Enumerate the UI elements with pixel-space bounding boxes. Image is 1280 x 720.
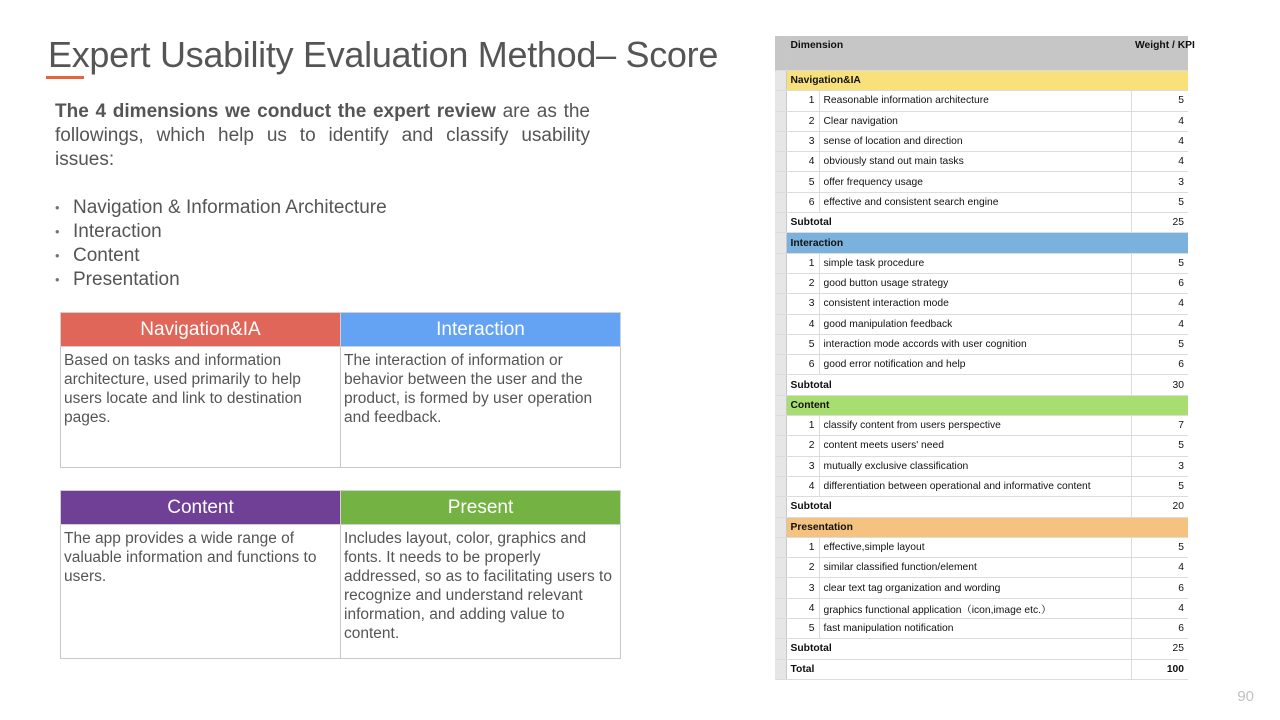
criterion-text: simple task procedure xyxy=(819,253,1131,273)
criterion-row xyxy=(775,131,1188,151)
criterion-row xyxy=(775,578,1188,598)
row-gutter xyxy=(775,598,786,618)
criterion-number: 4 xyxy=(786,598,819,618)
row-gutter xyxy=(775,619,786,639)
row-gutter xyxy=(775,273,786,293)
criterion-row xyxy=(775,598,1188,618)
criterion-text: mutually exclusive classification xyxy=(819,456,1131,476)
criterion-number: 2 xyxy=(786,111,819,131)
criterion-row xyxy=(775,91,1188,111)
criterion-number: 5 xyxy=(786,619,819,639)
subtotal-label: Subtotal xyxy=(786,213,1131,233)
criterion-weight: 6 xyxy=(1131,273,1188,293)
card-desc-content: The app provides a wide range of valuable information and functions to users. xyxy=(61,525,341,659)
row-gutter xyxy=(775,334,786,354)
dimension-bullet-list xyxy=(55,196,387,292)
score-table-panel xyxy=(775,36,1195,684)
card-header-content: Content xyxy=(61,491,341,525)
criterion-row xyxy=(775,314,1188,334)
criterion-row xyxy=(775,152,1188,172)
criterion-weight: 5 xyxy=(1131,91,1188,111)
criterion-text: similar classified function/element xyxy=(819,558,1131,578)
row-gutter xyxy=(775,416,786,436)
criterion-number: 1 xyxy=(786,253,819,273)
section-row xyxy=(775,395,1188,415)
title-underline xyxy=(46,76,84,79)
criterion-weight: 4 xyxy=(1131,152,1188,172)
row-gutter xyxy=(775,476,786,496)
row-gutter xyxy=(775,111,786,131)
total-label: Total xyxy=(786,659,1131,679)
row-gutter xyxy=(775,456,786,476)
row-gutter xyxy=(775,639,786,659)
criterion-row xyxy=(775,558,1188,578)
row-gutter xyxy=(775,375,786,395)
criterion-weight: 4 xyxy=(1131,598,1188,618)
row-gutter xyxy=(775,537,786,557)
score-table-body xyxy=(775,36,1195,679)
row-gutter xyxy=(775,213,786,233)
criterion-row xyxy=(775,456,1188,476)
row-gutter xyxy=(775,152,786,172)
section-row xyxy=(775,71,1188,91)
row-gutter xyxy=(775,497,786,517)
bullet-item: • Navigation & Information Architecture xyxy=(55,196,387,220)
criterion-number: 6 xyxy=(786,192,819,212)
subtotal-label: Subtotal xyxy=(786,639,1131,659)
section-title: Presentation xyxy=(786,517,1188,537)
criterion-number: 2 xyxy=(786,558,819,578)
row-gutter xyxy=(775,355,786,375)
criterion-text: differentiation between operational and informative content xyxy=(819,476,1131,496)
row-gutter xyxy=(775,131,786,151)
criterion-row xyxy=(775,436,1188,456)
slide-title: Expert Usability Evaluation Method– Score xyxy=(48,34,719,75)
header-dimension: Dimension xyxy=(786,36,1131,71)
criterion-weight: 4 xyxy=(1131,558,1188,578)
subtotal-row xyxy=(775,375,1188,395)
score-header-row xyxy=(775,36,1188,71)
subtotal-label: Subtotal xyxy=(786,375,1131,395)
row-gutter xyxy=(775,71,786,91)
criterion-weight: 4 xyxy=(1131,294,1188,314)
subtotal-value: 25 xyxy=(1131,639,1188,659)
dimension-cards-top xyxy=(60,312,621,468)
criterion-row xyxy=(775,294,1188,314)
card-desc-present: Includes layout, color, graphics and fonts. It needs to be properly addressed, so as to facilitating users to recognize and understand relevant information, and adding value to content. xyxy=(341,525,621,659)
row-gutter xyxy=(775,578,786,598)
criterion-text: effective and consistent search engine xyxy=(819,192,1131,212)
criterion-number: 5 xyxy=(786,334,819,354)
criterion-weight: 5 xyxy=(1131,334,1188,354)
subtotal-row xyxy=(775,497,1188,517)
row-gutter xyxy=(775,659,786,679)
criterion-text: effective,simple layout xyxy=(819,537,1131,557)
row-gutter xyxy=(775,253,786,273)
subtotal-value: 25 xyxy=(1131,213,1188,233)
criterion-text: good manipulation feedback xyxy=(819,314,1131,334)
criterion-text: offer frequency usage xyxy=(819,172,1131,192)
criterion-text: sense of location and direction xyxy=(819,131,1131,151)
criterion-text: Clear navigation xyxy=(819,111,1131,131)
criterion-number: 3 xyxy=(786,456,819,476)
intro-paragraph xyxy=(55,100,590,172)
criterion-number: 5 xyxy=(786,172,819,192)
criterion-number: 3 xyxy=(786,131,819,151)
row-gutter xyxy=(775,395,786,415)
bullet-item: • Content xyxy=(55,244,387,268)
subtotal-row xyxy=(775,213,1188,233)
criterion-weight: 5 xyxy=(1131,436,1188,456)
criterion-row xyxy=(775,416,1188,436)
criterion-number: 1 xyxy=(786,416,819,436)
criterion-row xyxy=(775,334,1188,354)
total-row xyxy=(775,659,1188,679)
criterion-weight: 4 xyxy=(1131,111,1188,131)
card-header-navigation: Navigation&IA xyxy=(61,313,341,347)
section-title: Navigation&IA xyxy=(786,71,1188,91)
criterion-weight: 3 xyxy=(1131,172,1188,192)
criterion-number: 2 xyxy=(786,273,819,293)
criterion-number: 4 xyxy=(786,476,819,496)
total-value: 100 xyxy=(1131,659,1188,679)
bullet-item: • Presentation xyxy=(55,268,387,292)
criterion-weight: 6 xyxy=(1131,355,1188,375)
row-gutter xyxy=(775,36,786,71)
card-desc-navigation: Based on tasks and information architecture, used primarily to help users locate and link to destination pages. xyxy=(61,347,341,468)
row-gutter xyxy=(775,436,786,456)
dimension-cards-bottom xyxy=(60,490,621,659)
row-gutter xyxy=(775,558,786,578)
row-gutter xyxy=(775,294,786,314)
row-gutter xyxy=(775,517,786,537)
criterion-weight: 3 xyxy=(1131,456,1188,476)
criterion-row xyxy=(775,537,1188,557)
criterion-text: graphics functional application（icon,image etc.） xyxy=(819,598,1131,618)
criterion-number: 4 xyxy=(786,314,819,334)
criterion-text: interaction mode accords with user cognition xyxy=(819,334,1131,354)
criterion-weight: 4 xyxy=(1131,131,1188,151)
row-gutter xyxy=(775,172,786,192)
card-desc-interaction: The interaction of information or behavior between the user and the product, is formed by user operation and feedback. xyxy=(341,347,621,468)
section-title: Interaction xyxy=(786,233,1188,253)
criterion-text: Reasonable information architecture xyxy=(819,91,1131,111)
criterion-row xyxy=(775,476,1188,496)
criterion-row xyxy=(775,253,1188,273)
bullet-item: • Interaction xyxy=(55,220,387,244)
criterion-number: 3 xyxy=(786,578,819,598)
criterion-row xyxy=(775,192,1188,212)
card-header-present: Present xyxy=(341,491,621,525)
criterion-text: clear text tag organization and wording xyxy=(819,578,1131,598)
criterion-text: consistent interaction mode xyxy=(819,294,1131,314)
criterion-weight: 5 xyxy=(1131,192,1188,212)
intro-rest: are as the followings, which help us to identify and classify usability issues: xyxy=(55,101,590,170)
criterion-weight: 5 xyxy=(1131,476,1188,496)
criterion-row xyxy=(775,111,1188,131)
criterion-number: 1 xyxy=(786,537,819,557)
row-gutter xyxy=(775,314,786,334)
criterion-text: good error notification and help xyxy=(819,355,1131,375)
subtotal-value: 20 xyxy=(1131,497,1188,517)
criterion-row xyxy=(775,619,1188,639)
criterion-text: fast manipulation notification xyxy=(819,619,1131,639)
criterion-text: content meets users' need xyxy=(819,436,1131,456)
score-table xyxy=(775,36,1195,680)
criterion-number: 3 xyxy=(786,294,819,314)
criterion-weight: 6 xyxy=(1131,619,1188,639)
criterion-number: 6 xyxy=(786,355,819,375)
criterion-number: 1 xyxy=(786,91,819,111)
subtotal-row xyxy=(775,639,1188,659)
criterion-weight: 5 xyxy=(1131,253,1188,273)
row-gutter xyxy=(775,192,786,212)
page-number: 90 xyxy=(1237,688,1254,705)
card-header-interaction: Interaction xyxy=(341,313,621,347)
criterion-number: 4 xyxy=(786,152,819,172)
section-title: Content xyxy=(786,395,1188,415)
criterion-row xyxy=(775,355,1188,375)
section-row xyxy=(775,233,1188,253)
subtotal-value: 30 xyxy=(1131,375,1188,395)
criterion-weight: 4 xyxy=(1131,314,1188,334)
section-row xyxy=(775,517,1188,537)
subtotal-label: Subtotal xyxy=(786,497,1131,517)
criterion-text: obviously stand out main tasks xyxy=(819,152,1131,172)
criterion-weight: 7 xyxy=(1131,416,1188,436)
criterion-weight: 5 xyxy=(1131,537,1188,557)
criterion-number: 2 xyxy=(786,436,819,456)
criterion-text: classify content from users perspective xyxy=(819,416,1131,436)
row-gutter xyxy=(775,233,786,253)
row-gutter xyxy=(775,91,786,111)
criterion-row xyxy=(775,273,1188,293)
header-weight: Weight / KPI xyxy=(1131,36,1188,71)
criterion-text: good button usage strategy xyxy=(819,273,1131,293)
criterion-weight: 6 xyxy=(1131,578,1188,598)
intro-bold: The 4 dimensions we conduct the expert review xyxy=(55,101,496,122)
criterion-row xyxy=(775,172,1188,192)
